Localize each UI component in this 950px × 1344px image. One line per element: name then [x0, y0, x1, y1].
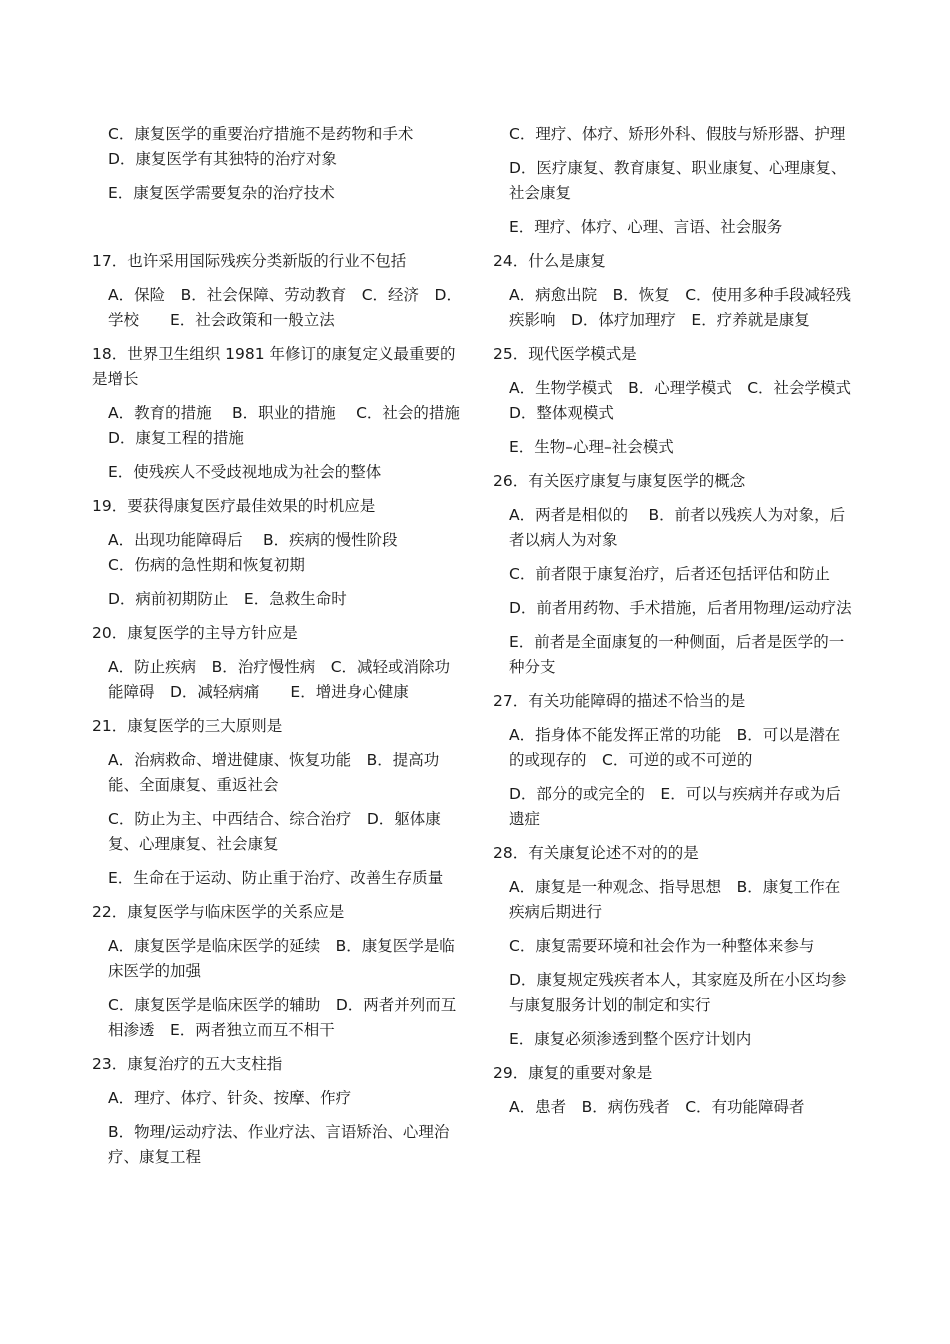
answer-options: A．治病救命、增进健康、恢复功能 B．提高功能、全面康复、重返社会	[108, 751, 440, 794]
question-stem: 29．康复的重要对象是	[493, 1064, 653, 1082]
answer-options: D．病前初期防止 E．急救生命时	[108, 590, 347, 608]
answer-options: E．生命在于运动、防止重于治疗、改善生存质量	[108, 869, 444, 887]
answer-options: E．康复必须渗透到整个医疗计划内	[509, 1030, 752, 1048]
answer-options: B．物理/运动疗法、作业疗法、言语矫治、心理治疗、康复工程	[108, 1123, 450, 1166]
right-column	[493, 122, 867, 1129]
answer-options: C．伤病的急性期和恢复初期	[108, 556, 305, 574]
spacer	[92, 215, 464, 249]
question-stem: 18．世界卫生组织 1981 年修订的康复定义最重要的是增长	[92, 345, 456, 388]
answer-options: A．生物学模式 B．心理学模式 C．社会学模式 D．整体观模式	[509, 379, 867, 422]
answer-options: E．康复医学需要复杂的治疗技术	[108, 184, 335, 202]
question-stem: 28．有关康复论述不对的的是	[493, 844, 699, 862]
question-stem: 17．也许采用国际残疾分类新版的行业不包括	[92, 252, 407, 270]
answer-options: A．防止疾病 B．治疗慢性病 C．减轻或消除功能障碍 D．减轻病痛 E．增进身心健康	[108, 658, 451, 701]
answer-options: A．康复医学是临床医学的延续 B．康复医学是临床医学的加强	[108, 937, 455, 980]
answer-options: C．理疗、体疗、矫形外科、假肢与矫形器、护理	[509, 125, 846, 143]
answer-options: A．康复是一种观念、指导思想 B．康复工作在疾病后期进行	[509, 878, 841, 921]
answer-options: C．防止为主、中西结合、综合治疗 D．躯体康复、心理康复、社会康复	[108, 810, 441, 853]
question-stem: 27．有关功能障碍的描述不恰当的是	[493, 692, 746, 710]
question-stem: 20．康复医学的主导方针应是	[92, 624, 298, 642]
question-stem: 21．康复医学的三大原则是	[92, 717, 283, 735]
question-stem: 23．康复治疗的五大支柱指	[92, 1055, 283, 1073]
question-stem: 22．康复医学与临床医学的关系应是	[92, 903, 345, 921]
answer-options: A．两者是相似的 B．前者以残疾人为对象，后者以病人为对象	[509, 506, 846, 549]
answer-options: C．前者限于康复治疗，后者还包括评估和防止	[509, 565, 830, 583]
answer-options: E．理疗、体疗、心理、言语、社会服务	[509, 218, 783, 236]
answer-options: C．康复医学的重要治疗措施不是药物和手术	[108, 125, 414, 143]
answer-options: D．康复规定残疾者本人，其家庭及所在小区均参与康复服务计划的制定和实行	[509, 971, 847, 1014]
answer-options: D．医疗康复、教育康复、职业康复、心理康复、社会康复	[509, 159, 847, 202]
answer-options: A．理疗、体疗、针灸、按摩、作疗	[108, 1089, 352, 1107]
answer-options: A．保险 B．社会保障、劳动教育 C．经济 D．学校 E．社会政策和一般立法	[108, 286, 462, 329]
answer-options: C．康复需要环境和社会作为一种整体来参与	[509, 937, 815, 955]
answer-options: E．使残疾人不受歧视地成为社会的整体	[108, 463, 382, 481]
answer-options: E．前者是全面康复的一种侧面，后者是医学的一种分支	[509, 633, 845, 676]
answer-options: A．病愈出院 B．恢复 C．使用多种手段减轻残疾影响 D．体疗加理疗 E．疗养就是康复	[509, 286, 852, 329]
answer-options: A．出现功能障碍后 B．疾病的慢性阶段	[108, 531, 398, 549]
question-stem: 26．有关医疗康复与康复医学的概念	[493, 472, 746, 490]
answer-options: D．部分的或完全的 E．可以与疾病并存或为后遗症	[509, 785, 841, 828]
left-column	[92, 122, 476, 1179]
answer-options: A．患者 B．病伤残者 C．有功能障碍者	[509, 1098, 805, 1116]
answer-options: C．康复医学是临床医学的辅助 D．两者并列而互相渗透 E．两者独立而互不相干	[108, 996, 457, 1039]
question-stem: 25．现代医学模式是	[493, 345, 637, 363]
answer-options: D．前者用药物、手术措施，后者用物理/运动疗法	[509, 599, 852, 617]
answer-options: E．生物–心理–社会模式	[509, 438, 674, 456]
answer-options: D．康复医学有其独特的治疗对象	[108, 150, 337, 168]
answer-options: A．指身体不能发挥正常的功能 B．可以是潜在的或现存的 C．可逆的或不可逆的	[509, 726, 841, 769]
question-stem: 19．要获得康复医疗最佳效果的时机应是	[92, 497, 376, 515]
answer-options: A．教育的措施 B．职业的措施 C．社会的措施 D．康复工程的措施	[108, 404, 476, 447]
question-stem: 24．什么是康复	[493, 252, 606, 270]
